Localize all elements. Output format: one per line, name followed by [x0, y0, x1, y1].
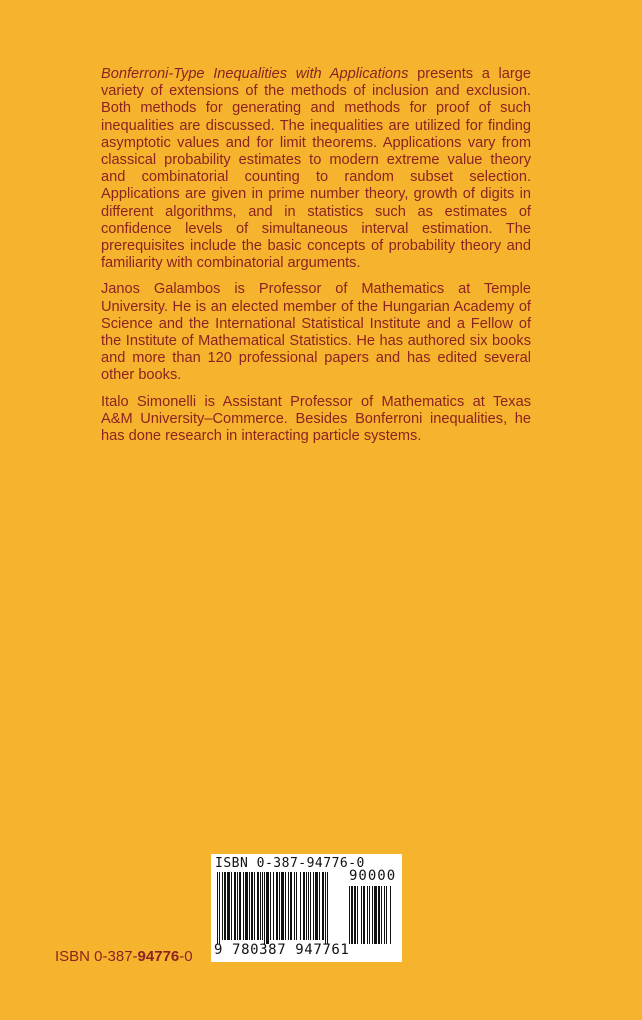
barcode-bar: [319, 872, 320, 940]
barcode-label: [211, 854, 402, 962]
barcode-bar: [281, 872, 284, 940]
barcode-ean-digits: 9 780387 947761: [214, 942, 350, 958]
barcode-bar: [234, 872, 236, 940]
barcode-bar: [260, 872, 261, 940]
barcode-bar: [222, 872, 223, 940]
barcode-bar: [357, 886, 358, 944]
footer-isbn: [55, 948, 193, 965]
ean-barcode-bars: [217, 872, 342, 944]
barcode-bar: [367, 886, 368, 944]
barcode-bar: [322, 872, 324, 940]
barcode-bar: [237, 872, 238, 940]
barcode-bar: [270, 872, 271, 940]
barcode-bar: [217, 872, 218, 944]
author-bio-galambos: Janos Galambos is Professor of Mathematics at Temple University. He is an elected member of the Hungarian Academy of Science and the International Statistical Institute and a Fellow of the Institute of Mathematical Statistics. He has authored six books and more than 120 professional papers and has edited several other books.: [101, 281, 531, 384]
barcode-bar: [354, 886, 356, 944]
barcode-bar: [308, 872, 309, 940]
description-text: presents a large variety of extensions of the methods of inclusion and exclusion. Both methods for generating and methods for proof of such inequalities are discussed. The inequalities are utilized for finding asymptotic values and for limit theorems. Applications vary from classical probability estimates to modern extreme value theory and combinatorial counting to random subset selection. Applications are given in prime number theory, growth of digits in different algorithms, and in statistics such as estimates of confidence levels of simultaneous interval estimation. The prerequisites include the basic concepts of probability theory and familiarity with combinatorial arguments.: [101, 66, 531, 272]
barcode-bar: [251, 872, 253, 940]
barcode-bar: [325, 872, 326, 944]
barcode-bar: [219, 872, 220, 944]
barcode-bar: [390, 886, 391, 944]
barcode-bar: [285, 872, 286, 940]
barcode-bar: [300, 872, 301, 940]
barcode-isbn-text: ISBN 0-387-94776-0: [215, 856, 365, 871]
book-title-italic: Bonferroni-Type Inequalities with Applications: [101, 66, 409, 82]
barcode-bar: [372, 886, 373, 944]
barcode-bar: [349, 886, 350, 944]
barcode-bar: [276, 872, 278, 940]
barcode-bar: [249, 872, 250, 940]
barcode-bar: [313, 872, 314, 940]
barcode-bar: [239, 872, 241, 940]
barcode-bar: [231, 872, 232, 940]
supplement-barcode-bars: [349, 886, 397, 944]
barcode-bar: [279, 872, 280, 940]
description-paragraph: [101, 66, 531, 272]
barcode-bar: [384, 886, 385, 944]
barcode-bar: [296, 872, 297, 940]
barcode-bar: [363, 886, 365, 944]
footer-isbn-suffix: -0: [179, 948, 193, 965]
back-cover-blurb: [101, 66, 531, 454]
barcode-bar: [306, 872, 307, 940]
barcode-bar: [266, 872, 269, 944]
footer-isbn-prefix: ISBN 0-387-: [55, 948, 138, 965]
barcode-bar: [273, 872, 274, 940]
barcode-bar: [378, 886, 380, 944]
barcode-bar: [315, 872, 318, 940]
footer-isbn-bold: 94776: [137, 948, 180, 965]
barcode-bar: [381, 886, 382, 944]
barcode-bar: [264, 872, 265, 944]
barcode-bar: [254, 872, 255, 940]
barcode-bar: [374, 886, 377, 944]
barcode-bar: [303, 872, 305, 940]
barcode-bar: [361, 886, 362, 944]
barcode-bar: [294, 872, 295, 940]
barcode-supplement-code: 90000: [349, 868, 397, 884]
barcode-bar: [227, 872, 230, 940]
barcode-bar: [351, 886, 353, 944]
barcode-bar: [257, 872, 259, 940]
barcode-bar: [224, 872, 226, 940]
barcode-bar: [290, 872, 292, 940]
barcode-bar: [386, 886, 387, 944]
barcode-bar: [327, 872, 328, 944]
barcode-bar: [310, 872, 311, 940]
barcode-bar: [243, 872, 244, 940]
barcode-bar: [288, 872, 289, 940]
barcode-bar: [245, 872, 248, 940]
barcode-bar: [369, 886, 370, 944]
barcode-bar: [262, 872, 263, 940]
author-bio-simonelli: Italo Simonelli is Assistant Professor of Mathematics at Texas A&M University–Commerce. Besides Bonferroni inequalities, he has done research in interacting particle systems.: [101, 393, 531, 445]
